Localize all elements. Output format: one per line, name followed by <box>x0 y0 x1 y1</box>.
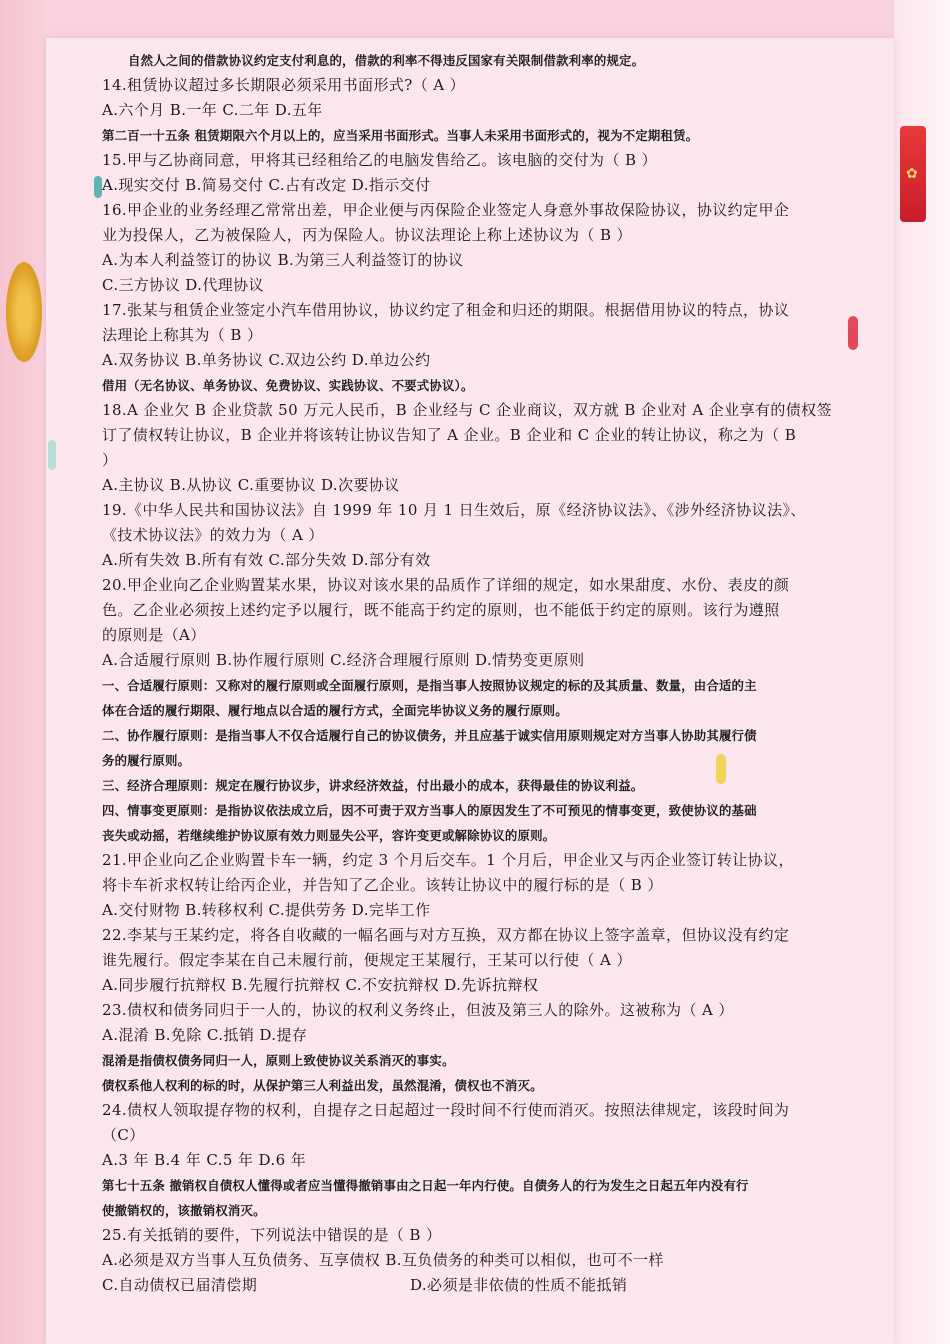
question-line: A.现实交付 B.简易交付 C.占有改定 D.指示交付 <box>102 176 431 194</box>
explanation-line: 体在合适的履行期限、履行地点以合适的履行方式，全面完毕协议义务的履行原则。 <box>102 703 568 718</box>
question-line: 《技术协议法》的效力为（ A ） <box>102 526 324 544</box>
left-margin <box>0 0 46 1344</box>
question-line: A.所有失效 B.所有有效 C.部分失效 D.部分有效 <box>102 551 431 569</box>
question-line: 25.有关抵销的要件，下列说法中错误的是（ B ） <box>102 1226 442 1244</box>
question-line: 谁先履行。假定李某在自己未履行前，便规定王某履行，王某可以行使（ A ） <box>102 951 632 969</box>
explanation-line: 二、协作履行原则：是指当事人不仅合适履行自己的协议债务，并且应基于诚实信用原则规定对方当事人协助其履行债 <box>102 728 757 743</box>
question-line: ） <box>102 451 118 469</box>
question-line: A.交付财物 B.转移权利 C.提供劳务 D.完毕工作 <box>102 901 431 919</box>
explanation-line: 借用（无名协议、单务协议、免费协议、实践协议、不要式协议）。 <box>102 378 474 393</box>
gold-coin-icon <box>6 262 42 362</box>
question-line: 20.甲企业向乙企业购置某水果，协议对该水果的品质作了详细的规定，如水果甜度、水份、表皮的颜 <box>102 576 790 594</box>
explanation-line: 四、情事变更原则：是指协议依法成立后，因不可责于双方当事人的原因发生了不可预见的情事变更，致使协议的基础 <box>102 803 757 818</box>
question-line: 16.甲企业的业务经理乙常常出差，甲企业便与丙保险企业签定人身意外事故保险协议，协议约定甲企 <box>102 201 790 219</box>
question-line: 24.债权人领取提存物的权利，自提存之日起超过一段时间不行使而消灭。按照法律规定，该段时间为 <box>102 1101 790 1119</box>
question-line: A.混淆 B.免除 C.抵销 D.提存 <box>102 1026 308 1044</box>
question-line: 业为投保人，乙为被保险人，丙为保险人。协议法理论上称上述协议为（ B ） <box>102 226 632 244</box>
document-content <box>102 48 860 1298</box>
explanation-line: 丧失或动摇，若继续维护协议原有效力则显失公平，容许变更或解除协议的原则。 <box>102 828 556 843</box>
question-line: 17.张某与租赁企业签定小汽车借用协议，协议约定了租金和归还的期限。根据借用协议的特点，协议 <box>102 301 790 319</box>
decoration-dot-icon <box>48 440 56 470</box>
question-line: 订了债权转让协议，B 企业并将该转让协议告知了 A 企业。B 企业和 C 企业的转让协议，称之为（ B <box>102 426 797 444</box>
red-envelope-icon: ✿ <box>900 126 926 222</box>
explanation-line: 一、合适履行原则：又称对的履行原则或全面履行原则，是指当事人按照协议规定的标的及其质量、数量，由合适的主 <box>102 678 757 693</box>
question-line: 23.债权和债务同归于一人的，协议的权利义务终止，但波及第三人的除外。这被称为（ A ） <box>102 1001 734 1019</box>
explanation-line: 三、经济合理原则：规定在履行协议步，讲求经济效益，付出最小的成本，获得最佳的协议利益。 <box>102 778 644 793</box>
question-line: A.同步履行抗辩权 B.先履行抗辩权 C.不安抗辩权 D.先诉抗辩权 <box>102 976 539 994</box>
explanation-line: 第七十五条 撤销权自债权人懂得或者应当懂得撤销事由之日起一年内行使。自债务人的行为发生之日起五年内没有行 <box>102 1178 749 1193</box>
explanation-line: 自然人之间的借款协议约定支付利息的，借款的利率不得违反国家有关限制借款利率的规定。 <box>128 53 645 68</box>
question-line: A.六个月 B.一年 C.二年 D.五年 <box>102 101 323 119</box>
explanation-line: 使撤销权的，该撤销权消灭。 <box>102 1203 266 1218</box>
question-line: （C） <box>102 1126 145 1144</box>
question-line: A.主协议 B.从协议 C.重要协议 D.次要协议 <box>102 476 400 494</box>
question-line: A.必须是双方当事人互负债务、互享债权 B.互负债务的种类可以相似，也可不一样 <box>102 1251 664 1269</box>
question-line: 19.《中华人民共和国协议法》自 1999 年 10 月 1 日生效后，原《经济协议法》、《涉外经济协议法》、 <box>102 501 806 519</box>
explanation-line: 混淆是指债权债务同归一人，原则上致使协议关系消灭的事实。 <box>102 1053 455 1068</box>
question-line: 法理论上称其为（ B ） <box>102 326 263 344</box>
question-line: 14.租赁协议超过多长期限必须采用书面形式?（ A ） <box>102 76 466 94</box>
explanation-line: 债权系他人权利的标的时，从保护第三人利益出发，虽然混淆，债权也不消灭。 <box>102 1078 543 1093</box>
question-line: 色。乙企业必须按上述约定予以履行，既不能高于约定的原则，也不能低于约定的原则。该行为遵照 <box>102 601 780 619</box>
question-line: 将卡车祈求权转让给丙企业，并告知了乙企业。该转让协议中的履行标的是（ B ） <box>102 876 663 894</box>
question-line: 15.甲与乙协商同意，甲将其已经租给乙的电脑发售给乙。该电脑的交付为（ B ） <box>102 151 658 169</box>
question-line: A.合适履行原则 B.协作履行原则 C.经济合理履行原则 D.情势变更原则 <box>102 651 585 669</box>
question-line: C.三方协议 D.代理协议 <box>102 276 264 294</box>
option-line <box>102 1273 860 1298</box>
question-line: A.双务协议 B.单务协议 C.双边公约 D.单边公约 <box>102 351 431 369</box>
question-line: A.3 年 B.4 年 C.5 年 D.6 年 <box>102 1151 307 1169</box>
question-line: 的原则是（A） <box>102 626 206 644</box>
explanation-line: 第二百一十五条 租赁期限六个月以上的，应当采用书面形式。当事人未采用书面形式的，视为不定期租赁。 <box>102 128 699 143</box>
option-text: C.自动债权已届清偿期 <box>102 1276 258 1294</box>
question-line: 18.A 企业欠 B 企业贷款 50 万元人民币，B 企业经与 C 企业商议，双方就 B 企业对 A 企业享有的债权签 <box>102 401 832 419</box>
question-line: 22.李某与王某约定，将各自收藏的一幅名画与对方互换，双方都在协议上签字盖章，但协议没有约定 <box>102 926 790 944</box>
decoration-dot-icon <box>94 176 102 198</box>
option-text: D.必须是非依债的性质不能抵销 <box>410 1276 628 1294</box>
question-line: 21.甲企业向乙企业购置卡车一辆，约定 3 个月后交车。1 个月后，甲企业又与丙企业签订转让协议， <box>102 851 794 869</box>
question-line: A.为本人利益签订的协议 B.为第三人利益签订的协议 <box>102 251 464 269</box>
explanation-line: 务的履行原则。 <box>102 753 191 768</box>
